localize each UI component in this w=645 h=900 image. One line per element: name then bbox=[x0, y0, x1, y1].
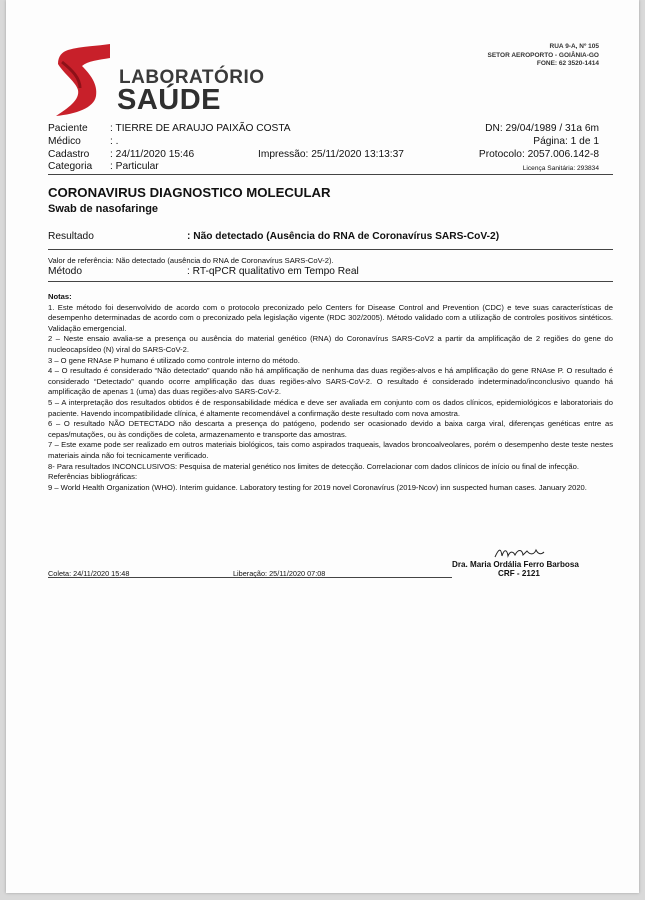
note-5: 5 – A interpretação dos resultados obtidos é de responsabilidade médica e deve ser avaliada em conjunto com os dados clínicos, epidemiológicos e laboratoriais do paciente. Havendo incompatibilidade clínica, é altamente recomendável a confirmação deste resultado com nova amostra. bbox=[48, 397, 613, 418]
note-8: 8- Para resultados INCONCLUSIVOS: Pesquisa de material genético nos limites de detecção. Correlacionar com dados clínicos de início ou final de infecção. bbox=[48, 461, 579, 471]
note-6: 6 – O resultado NÃO DETECTADO não descarta a presença do patógeno, podendo ser ocasionado devido a baixa carga viral, diferenças genéticas entre as cepas/mutações, ou às condições de coleta, armazenamento e transporte das amostras. bbox=[48, 419, 613, 439]
logo-name-main: SAÚDE bbox=[117, 84, 222, 116]
signature-name: Dra. Maria Ordália Ferro Barbosa bbox=[452, 560, 579, 569]
method-value: : RT-qPCR qualitativo em Tempo Real bbox=[187, 266, 359, 277]
method-label: Método bbox=[48, 266, 82, 277]
notes-heading: Notas: bbox=[48, 292, 72, 301]
lab-address bbox=[488, 43, 599, 69]
note-9: 9 – World Health Organization (WHO). Interim guidance. Laboratory testing for 2019 novel Coronavírus (2019-Ncov) inn suspected human cases. January 2020. bbox=[48, 482, 587, 492]
handwritten-signature-icon bbox=[493, 546, 545, 560]
label-categoria: Categoria bbox=[48, 161, 93, 172]
note-1: 1. Este método foi desenvolvido de acordo com o protocolo preconizado pelo Centers for Disease Control and Prevention (CDC) e teve suas características de desempenho determinadas de acordo com o preconizado pela legislação vigente (RDC 302/2005). Método validado com a utilização de controles positivos sintéticos. Validação emergencial. bbox=[48, 302, 613, 333]
address-line-phone: FONE: 62 3520-1414 bbox=[536, 60, 599, 68]
label-paciente: Paciente bbox=[48, 123, 88, 134]
note-3: 3 – O gene RNAse P humano é utilizado como controle interno do método. bbox=[48, 355, 300, 365]
collection-date: Coleta: 24/11/2020 15:48 bbox=[48, 569, 130, 578]
value-categoria: : Particular bbox=[110, 161, 159, 172]
print-date: Impressão: 25/11/2020 13:13:37 bbox=[258, 149, 404, 160]
notes-section bbox=[48, 292, 613, 493]
signature-crf: CRF - 2121 bbox=[498, 569, 540, 578]
protocol-number: Protocolo: 2057.006.142-8 bbox=[478, 149, 599, 160]
result-label: Resultado bbox=[48, 231, 94, 242]
header-divider bbox=[48, 174, 613, 175]
laboratory-logo-icon bbox=[54, 44, 114, 116]
release-date: Liberação: 25/11/2020 07:08 bbox=[233, 569, 326, 578]
label-medico: Médico bbox=[48, 136, 81, 147]
note-4: 4 – O resultado é considerado “Não detectado” quando não há amplificação de nenhuma das duas regiões-alvos e há amplificação do gene RNAse P. O resultado é considerado “Detectado” quando ocorre amplificação das duas regiões-alvo SARS-CoV-2. O resultado é considerado indeterminado/inconclusivo quando há amplificação de apenas 1 (uma) das duas regiões-alvo SARS-CoV-2. bbox=[48, 366, 613, 397]
logo-name-top: LABORATÓRIO bbox=[119, 67, 265, 88]
note-7: 7 – Este exame pode ser realizado em outros materiais biológicos, tais como aspirados traqueais, lavados broncoalveolares, porém o desempenho deste teste nestes materiais ainda não foi tecnicamente verificado. bbox=[48, 440, 613, 460]
page-number: Página: 1 de 1 bbox=[533, 136, 599, 147]
sanitary-license: Licença Sanitária: 293834 bbox=[522, 165, 599, 172]
label-cadastro: Cadastro bbox=[48, 149, 90, 160]
references-heading: Referências bibliográficas: bbox=[48, 472, 138, 482]
exam-subtitle: Swab de nasofaringe bbox=[48, 203, 159, 215]
address-line-district: SETOR AEROPORTO - GOIÂNIA-GO bbox=[487, 51, 599, 59]
value-paciente: : TIERRE DE ARAUJO PAIXÃO COSTA bbox=[110, 123, 291, 134]
method-divider bbox=[48, 281, 613, 282]
address-line-street: RUA 9-A, Nº 105 bbox=[549, 43, 599, 50]
result-value: : Não detectado (Ausência do RNA de Coronavírus SARS-CoV-2) bbox=[187, 231, 500, 242]
result-divider bbox=[48, 249, 613, 250]
footer-line bbox=[48, 567, 452, 578]
note-2: 2 – Neste ensaio avalia-se a presença ou ausência do material genético (RNA) do Coronavírus SARS-CoV2 a partir da amplificação de 2 regiões do gene do nucleocapsídeo (N) viral do SARS-CoV-2. bbox=[48, 334, 613, 354]
exam-title: CORONAVIRUS DIAGNOSTICO MOLECULAR bbox=[48, 185, 331, 200]
value-cadastro: : 24/11/2020 15:46 bbox=[110, 149, 195, 160]
report-page bbox=[6, 0, 639, 893]
birth-date: DN: 29/04/1989 / 31a 6m bbox=[485, 123, 599, 134]
value-medico: : . bbox=[110, 136, 119, 147]
reference-value: Valor de referência: Não detectado (ausência do RNA de Coronavírus SARS-CoV-2). bbox=[48, 256, 334, 265]
